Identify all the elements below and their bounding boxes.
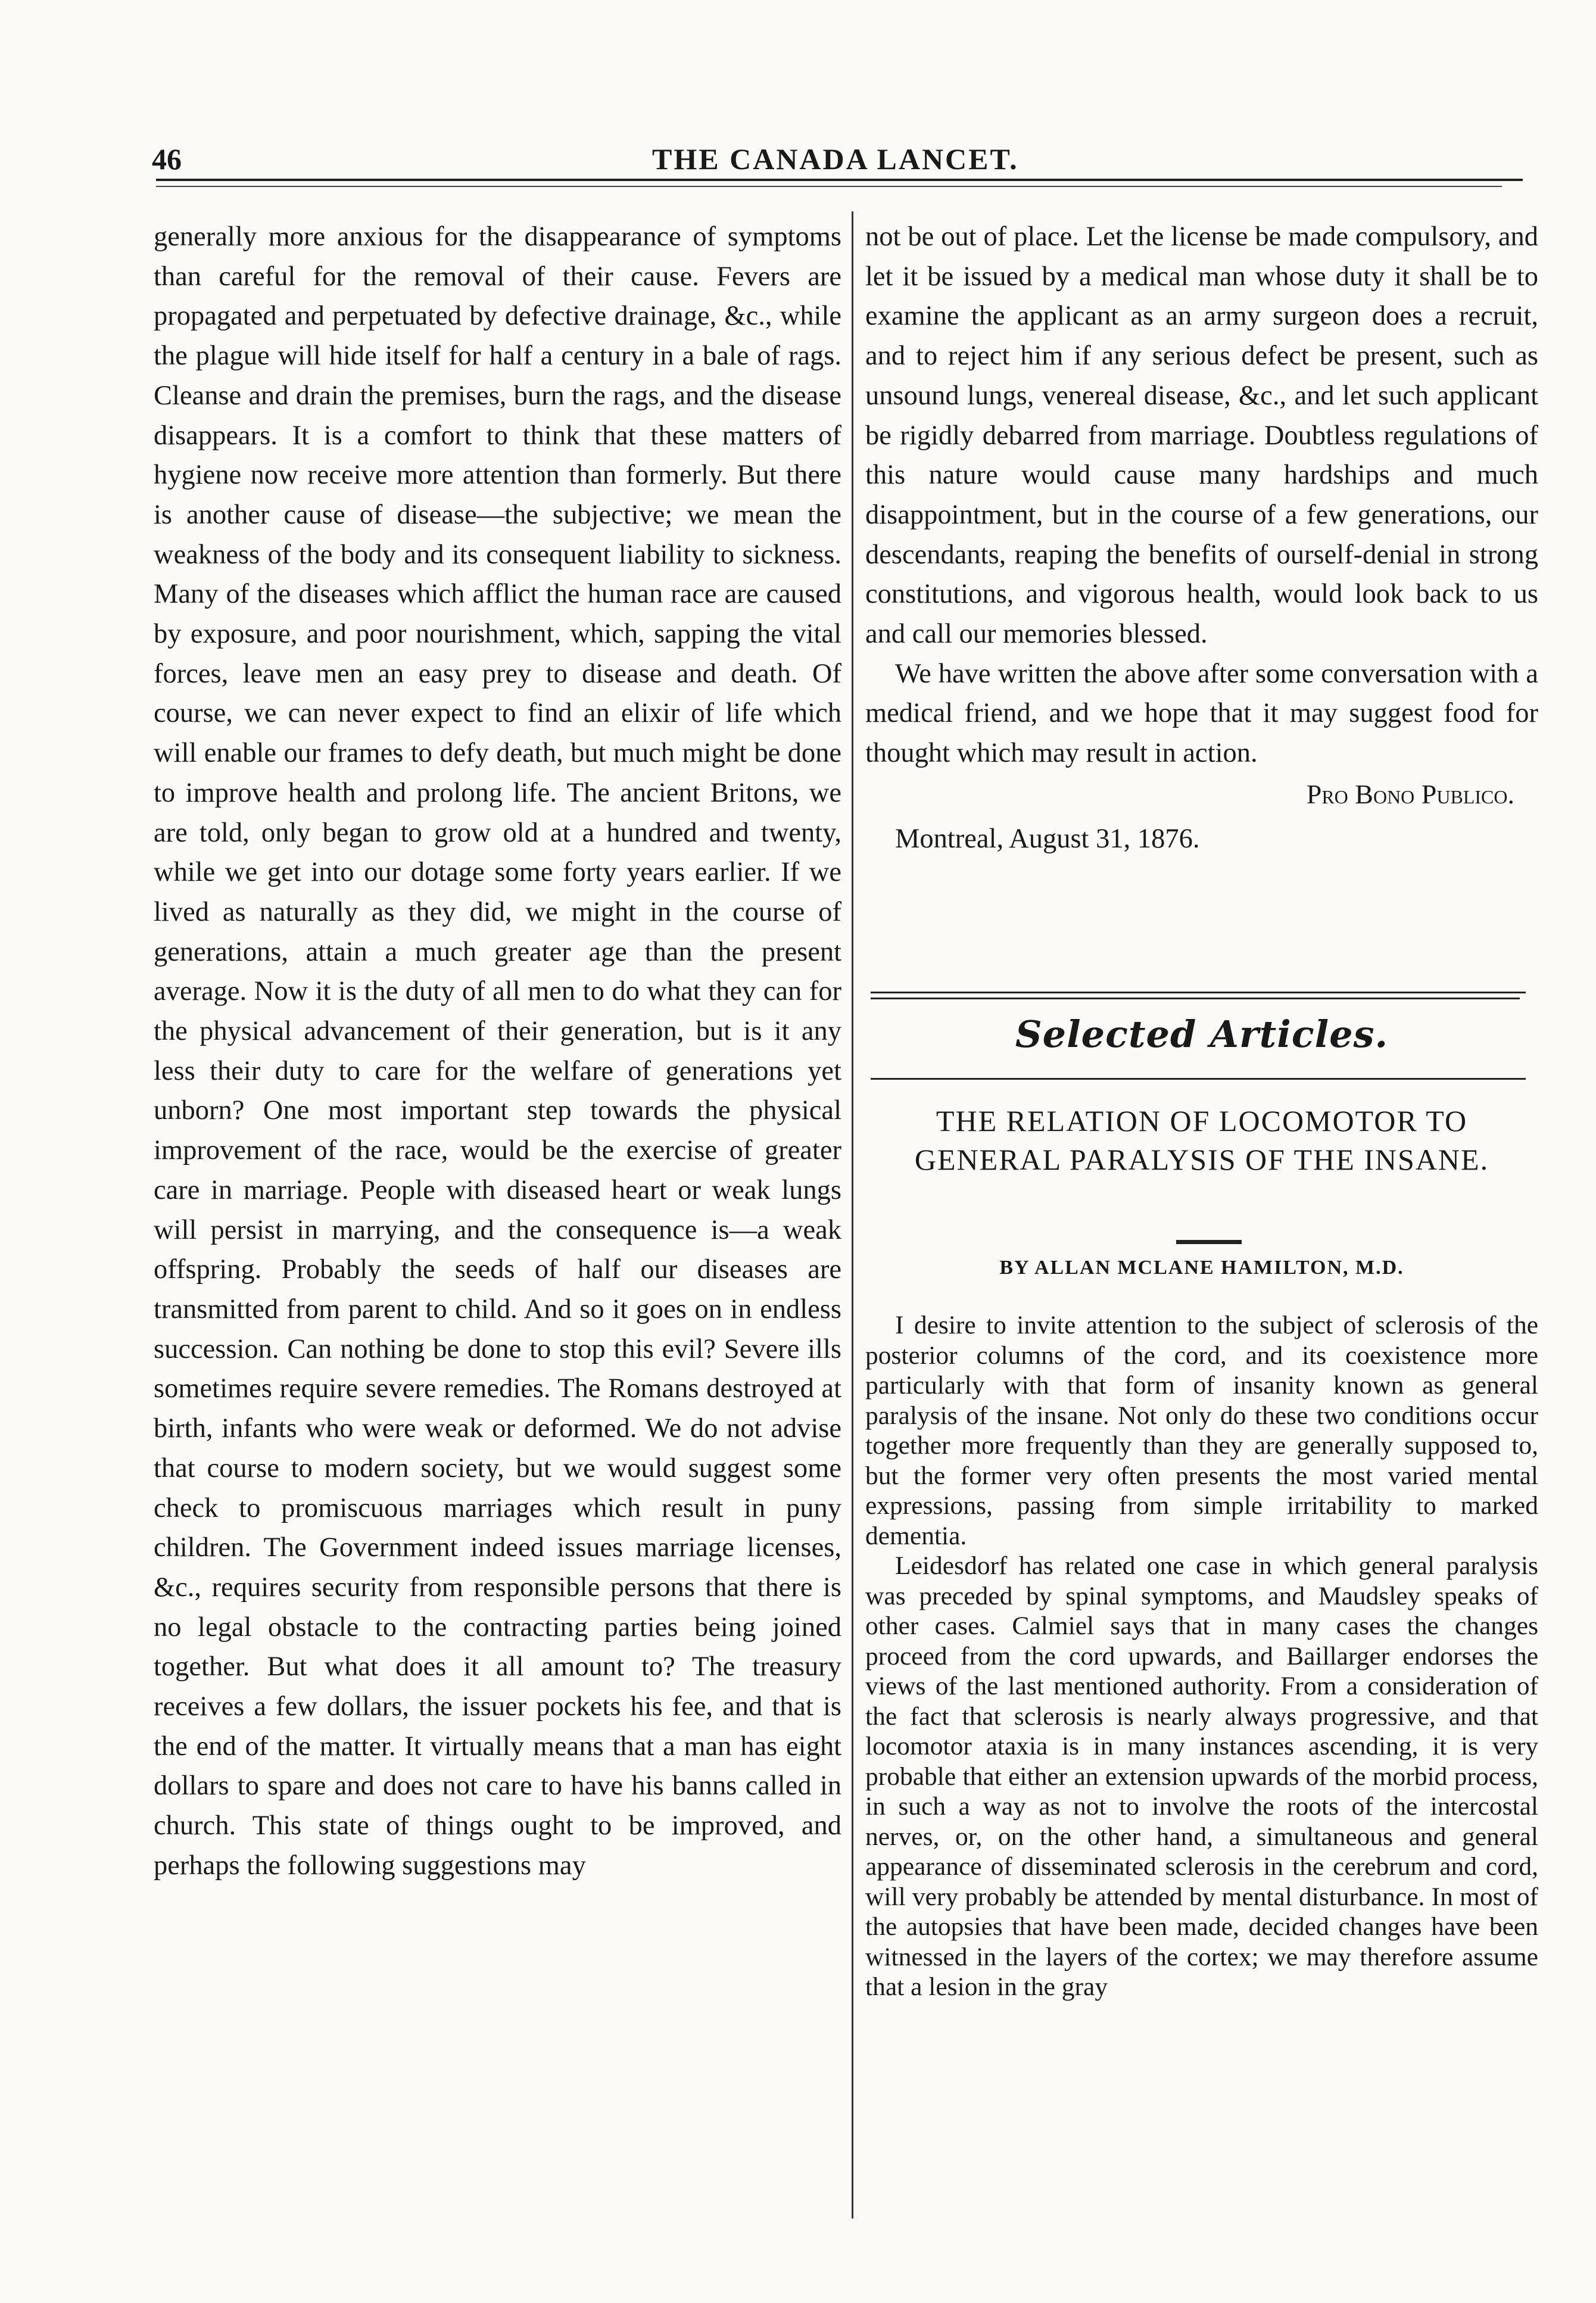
page-number: 46: [152, 142, 182, 176]
section-rule-bottom: [871, 1078, 1526, 1080]
page-header: [152, 142, 1525, 183]
section-rule-top-2: [871, 998, 1520, 999]
signature: Pro Bono Publico.: [1306, 778, 1514, 809]
column-divider: [852, 211, 853, 2218]
article-paragraph: I desire to invite attention to the subject of sclerosis of the posterior columns of the cord, and its coexistence more particularly with that form of insanity known as general paralysis of the insane. Not only do these two conditions occur together more frequently than they are generally supposed to, but the former very often presents the most varied mental expressions, passing from simple irritability to marked dementia.: [865, 1311, 1538, 1550]
dateline: Montreal, August 31, 1876.: [895, 823, 1200, 854]
section-heading: Selected Articles.: [1015, 1012, 1389, 1056]
article-title: THE RELATION OF LOCOMOTOR TO GENERAL PARALYSIS OF THE INSANE.: [914, 1104, 1489, 1176]
section-rule-top: [871, 992, 1526, 993]
left-column-paragraph: generally more anxious for the disappearance of symptoms than careful for the removal of their cause. Fevers are propagated and perpetuated by defective drainage, &c., while the plague will hide itself for half a century in a bale of rags. Cleanse and drain the premises, burn the rags, and the disease disappears. It is a comfort to think that these matters of hygiene now receive more attention than formerly. But there is another cause of disease—the subjective; we mean the weakness of the body and its consequent liability to sickness. Many of the diseases which afflict the human race are caused by exposure, and poor nourishment, which, sapping the vital forces, leave men an easy prey to disease and death. Of course, we can never expect to find an elixir of life which will enable our frames to defy death, but much might be done to improve health and prolong life. The ancient Britons, we are told, only began to grow old at a hundred and twenty, while we get into our dotage some forty years earlier. If we lived as naturally as they did, we might in the course of generations, attain a much greater age than the present average. Now it is the duty of all men to do what they can for the physical advancement of their generation, but is it any less their duty to care for the welfare of generations yet unborn? One most important step towards the physical improvement of the race, would be the exercise of greater care in marriage. People with diseased heart or weak lungs will persist in marrying, and the consequence is—a weak offspring. Probably the seeds of half our diseases are transmitted from parent to child. And so it goes on in endless succession. Can nothing be done to stop this evil? Severe ills sometimes require severe remedies. The Romans destroyed at birth, infants who were weak or deformed. We do not advise that course to modern society, but we would suggest some check to promiscuous marriages which result in puny children. The Government indeed issues marriage licenses, &c., requires security from responsible persons that there is no legal obstacle to the contracting parties being joined together. But what does it all amount to? The treasury receives a few dollars, the issuer pockets his fee, and that is the end of the matter. It virtually means that a man has eight dollars to spare and does not care to have his banns called in church. This state of things ought to be improved, and perhaps the following suggestions may: [154, 222, 841, 1881]
letter-closing-paragraph: We have written the above after some conversation with a medical friend, and we hope that it may suggest food for thought which may result in action.: [865, 658, 1538, 769]
article-paragraph: Leidesdorf has related one case in which general paralysis was preceded by spinal symptoms, and Maudsley speaks of other cases. Calmiel says that in many cases the changes proceed from the cord upwards, and Baillarger endorses the views of the last mentioned authority. From a consideration of the fact that sclerosis is nearly always progressive, and that locomotor ataxia is in many instances ascending, it is very probable that either an extension upwards of the morbid process, in such a way as not to involve the roots of the intercostal nerves, or, on the other hand, a simultaneous and general appearance of disseminated sclerosis in the cerebrum and cord, will very probably be attended by mental disturbance. In most of the autopsies that have been made, decided changes have been witnessed in the layers of the cortex; we may therefore assume that a lesion in the gray: [865, 1551, 1538, 2001]
running-title: THE CANADA LANCET.: [652, 142, 1019, 176]
article-byline: BY ALLAN MCLANE HAMILTON, M.D.: [999, 1257, 1404, 1279]
letter-paragraph: not be out of place. Let the license be made compulsory, and let it be issued by a medical man whose duty it shall be to examine the applicant as an army surgeon does a recruit, and to reject him if any serious defect be present, such as unsound lungs, venereal disease, &c., and let such applicant be rigidly debarred from marriage. Doubtless regulations of this nature would cause many hardships and much disappointment, but in the course of a few generations, our descendants, reaping the benefits of ourself-denial in strong constitutions, and vigorous health, would look back to us and call our memories blessed.: [865, 222, 1538, 650]
header-rule: [156, 179, 1523, 181]
article-body: [865, 1310, 1538, 2002]
title-divider: [1176, 1240, 1242, 1244]
right-column-top: [865, 217, 1538, 859]
header-rule-thin: [156, 186, 1502, 187]
left-column: [154, 217, 841, 1886]
